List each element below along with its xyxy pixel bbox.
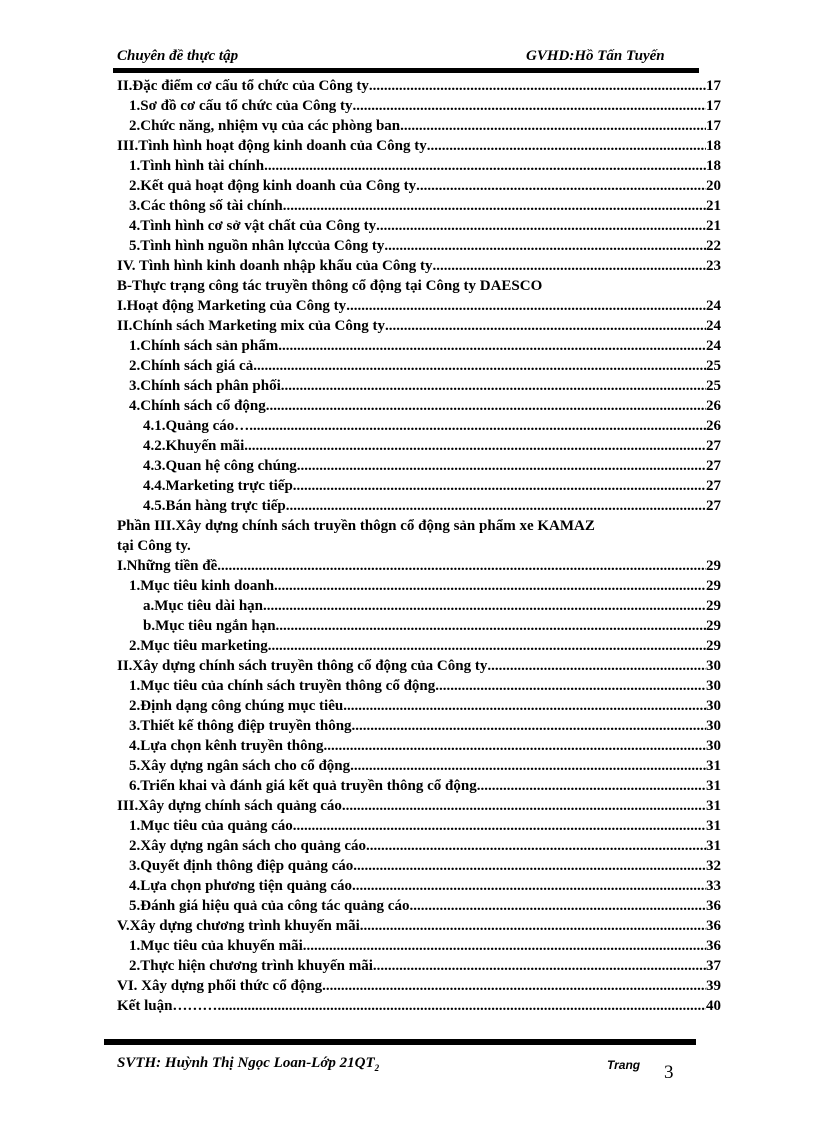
toc-entry: [117, 396, 721, 416]
toc-entry-label: 1.Chính sách sản phẩm: [129, 338, 279, 354]
toc-entry-leader: [435, 676, 706, 696]
toc-entry-page: 30: [706, 698, 721, 714]
toc-entry-page: 17: [706, 98, 721, 114]
toc-entry: [117, 536, 721, 556]
toc-entry-page: 31: [706, 818, 721, 834]
toc-entry-label: IV. Tình hình kinh doanh nhập khẩu của Công ty: [117, 258, 433, 274]
toc-entry-page: 21: [706, 198, 721, 214]
toc-entry: [117, 476, 721, 496]
toc-entry-leader: [274, 576, 706, 596]
toc-entry-leader: [360, 916, 706, 936]
toc-entry-label: 4.Lựa chọn kênh truyền thông: [129, 738, 324, 754]
toc-entry: [117, 576, 721, 596]
toc-entry-page: 27: [706, 458, 721, 474]
toc-entry-page: 37: [706, 958, 721, 974]
toc-entry-page: 39: [706, 978, 721, 994]
toc-entry-label: 2.Chính sách giá cả: [129, 358, 254, 374]
toc-entry: [117, 636, 721, 656]
toc-entry-label: 2.Thực hiện chương trình khuyến mãi: [129, 958, 373, 974]
toc-entry-leader: [352, 716, 706, 736]
toc-entry-label: 1.Mục tiêu của chính sách truyền thông cổ động: [129, 678, 436, 694]
toc-entry: [117, 896, 721, 916]
toc-entry-page: 18: [706, 138, 721, 154]
toc-entry-label: 3.Quyết định thông điệp quảng cáo: [129, 858, 354, 874]
toc-entry: [117, 916, 721, 936]
toc-entry-page: 24: [706, 318, 721, 334]
toc-entry: [117, 616, 721, 636]
toc-entry-leader: [385, 316, 706, 336]
toc-entry-label: 4.Chính sách cổ động: [129, 398, 266, 414]
toc-entry-label: a.Mục tiêu dài hạn: [143, 598, 264, 614]
toc-entry-label: 2.Định dạng công chúng mục tiêu: [129, 698, 344, 714]
toc-entry-page: 24: [706, 298, 721, 314]
toc-entry: [117, 876, 721, 896]
toc-entry: [117, 356, 721, 376]
toc-entry-label: 1.Tình hình tài chính: [129, 158, 265, 174]
toc-entry: [117, 116, 721, 136]
toc-entry-page: 36: [706, 898, 721, 914]
toc-entry: [117, 556, 721, 576]
toc-entry-leader: [384, 236, 706, 256]
toc-entry: [117, 816, 721, 836]
toc-entry-leader: [278, 336, 706, 356]
toc-entry-leader: [376, 216, 706, 236]
toc-entry-label: III.Xây dựng chính sách quảng cáo: [117, 798, 342, 814]
toc-entry-label: II.Đặc điểm cơ cấu tổ chức của Công ty: [117, 78, 369, 94]
toc-entry-page: 29: [706, 598, 721, 614]
toc-entry: [117, 496, 721, 516]
toc-entry-page: 21: [706, 218, 721, 234]
toc-entry: [117, 416, 721, 436]
toc-entry: [117, 216, 721, 236]
toc-entry-leader: [350, 756, 706, 776]
toc-entry: [117, 656, 721, 676]
toc-entry-page: 32: [706, 858, 721, 874]
toc-entry-label: I.Hoạt động Marketing của Công ty: [117, 298, 347, 314]
toc-entry: [117, 296, 721, 316]
toc-entry-label: II.Xây dựng chính sách truyền thông cổ động của Công ty: [117, 658, 488, 674]
toc-entry-leader: [323, 736, 706, 756]
header-rule: [113, 68, 699, 73]
toc-entry-leader: [369, 76, 706, 96]
toc-entry-label: 4.Lựa chọn phương tiện quảng cáo: [129, 878, 353, 894]
toc-entry-page: 36: [706, 938, 721, 954]
toc-entry-page: 22: [706, 238, 721, 254]
toc-entry: [117, 196, 721, 216]
toc-entry: [117, 436, 721, 456]
toc-entry-label: 4.3.Quan hệ công chúng: [143, 458, 297, 474]
toc-entry-leader: [264, 156, 706, 176]
toc-entry-page: 29: [706, 618, 721, 634]
toc-entry-label: 5.Tình hình nguồn nhân lựccủa Công ty: [129, 238, 385, 254]
toc-entry: [117, 596, 721, 616]
toc-entry: [117, 736, 721, 756]
toc-entry-page: 26: [706, 418, 721, 434]
toc-entry-page: 27: [706, 498, 721, 514]
toc-entry-page: 18: [706, 158, 721, 174]
table-of-contents: [117, 76, 721, 1016]
toc-entry: [117, 376, 721, 396]
toc-entry: [117, 316, 721, 336]
toc-entry-page: 33: [706, 878, 721, 894]
toc-entry-leader: [303, 936, 706, 956]
toc-entry: [117, 856, 721, 876]
toc-entry-label: 4.Tình hình cơ sở vật chất của Công ty: [129, 218, 377, 234]
toc-entry-page: 27: [706, 478, 721, 494]
footer-rule: [104, 1039, 696, 1045]
toc-entry-leader: [366, 836, 706, 856]
toc-entry-label: 2.Mục tiêu marketing: [129, 638, 268, 654]
toc-entry: [117, 776, 721, 796]
footer-student-text: SVTH: Huỳnh Thị Ngọc Loan-Lớp 21QT: [117, 1055, 375, 1071]
toc-entry-leader: [281, 376, 706, 396]
toc-entry-leader: [253, 356, 706, 376]
toc-entry-label: I.Những tiền đề: [117, 558, 218, 574]
toc-entry-page: 29: [706, 578, 721, 594]
toc-entry-page: 30: [706, 658, 721, 674]
toc-entry: [117, 676, 721, 696]
toc-entry-leader: [268, 636, 706, 656]
toc-entry-label: 4.4.Marketing trực tiếp: [143, 478, 293, 494]
header-title: Chuyên đề thực tập: [117, 48, 239, 64]
toc-entry-leader: [266, 396, 706, 416]
toc-entry-leader: [477, 776, 706, 796]
toc-entry-label: VI. Xây dựng phối thức cổ động: [117, 978, 323, 994]
toc-entry-page: 31: [706, 778, 721, 794]
toc-entry-page: 30: [706, 738, 721, 754]
toc-entry: [117, 996, 721, 1016]
toc-entry-page: 26: [706, 398, 721, 414]
toc-entry-page: 29: [706, 558, 721, 574]
toc-entry-label: 5.Xây dựng ngân sách cho cổ động: [129, 758, 351, 774]
toc-entry: [117, 276, 721, 296]
toc-entry-leader: [263, 596, 706, 616]
toc-entry-label: 4.2.Khuyến mãi.: [143, 438, 249, 454]
toc-entry-leader: [427, 136, 706, 156]
toc-entry: [117, 516, 721, 536]
toc-entry-label: 3.Chính sách phân phối: [129, 378, 281, 394]
footer-trang-label: Trang: [607, 1058, 641, 1072]
toc-entry-page: 25: [706, 358, 721, 374]
toc-entry: [117, 76, 721, 96]
toc-entry-page: 23: [706, 258, 721, 274]
toc-entry-label: 2.Chức năng, nhiệm vụ của các phòng ban: [129, 118, 401, 134]
toc-entry-leader: [297, 456, 706, 476]
toc-entry-leader: [353, 96, 706, 116]
toc-entry-label: 5.Đánh giá hiệu quả của công tác quảng cáo: [129, 898, 410, 914]
toc-entry-leader: [248, 436, 706, 456]
toc-entry-leader: [373, 956, 706, 976]
toc-entry-page: 31: [706, 758, 721, 774]
toc-entry-page: 17: [706, 118, 721, 134]
toc-entry-label: 6.Triển khai và đánh giá kết quả truyền thông cổ động: [129, 778, 477, 794]
toc-entry-label: 4.5.Bán hàng trực tiếp: [143, 498, 286, 514]
toc-entry-label: Kết luận………: [117, 998, 218, 1014]
toc-entry-label: II.Chính sách Marketing mix của Công ty: [117, 318, 385, 334]
toc-entry-label: B-Thực trạng công tác truyền thông cổ động tại Công ty DAESCO: [117, 278, 543, 294]
footer-student-sub: 2: [374, 1063, 380, 1073]
toc-entry-page: 30: [706, 718, 721, 734]
footer-student: [117, 1055, 379, 1073]
toc-entry-leader: [416, 176, 706, 196]
toc-entry: [117, 756, 721, 776]
toc-entry-leader: [293, 476, 706, 496]
toc-entry: [117, 236, 721, 256]
toc-entry-leader: [343, 696, 706, 716]
toc-entry: [117, 136, 721, 156]
toc-entry: [117, 836, 721, 856]
header-advisor: GVHD:Hồ Tấn Tuyến: [526, 48, 665, 64]
toc-entry-label: V.Xây dựng chương trình khuyến mãi: [117, 918, 360, 934]
toc-entry-page: 27: [706, 438, 721, 454]
toc-entry-label: b.Mục tiêu ngắn hạn: [143, 618, 276, 634]
toc-entry: [117, 796, 721, 816]
toc-entry: [117, 96, 721, 116]
toc-entry-label: 1.Mục tiêu kinh doanh: [129, 578, 275, 594]
toc-entry-leader: [342, 796, 706, 816]
toc-entry-leader: [217, 556, 706, 576]
toc-entry: [117, 936, 721, 956]
toc-entry-label: 1.Mục tiêu của quảng cáo: [129, 818, 293, 834]
toc-entry-leader: [322, 976, 706, 996]
toc-entry-page: 36: [706, 918, 721, 934]
toc-entry-leader: [409, 896, 706, 916]
toc-entry-label: 1.Mục tiêu của khuyến mãi: [129, 938, 303, 954]
toc-entry-label: Phần III.Xây dựng chính sách truyền thôgn cổ động sản phẩm xe KAMAZ: [117, 518, 595, 534]
toc-entry-leader: [293, 816, 706, 836]
toc-entry-label: 3.Thiết kế thông điệp truyền thông: [129, 718, 352, 734]
toc-entry-page: 40: [706, 998, 721, 1014]
toc-entry-leader: [352, 876, 706, 896]
toc-entry-page: 25: [706, 378, 721, 394]
toc-entry: [117, 456, 721, 476]
toc-entry: [117, 696, 721, 716]
toc-entry: [117, 976, 721, 996]
toc-entry: [117, 336, 721, 356]
toc-entry-leader: [487, 656, 706, 676]
toc-entry-leader: [249, 416, 706, 436]
toc-entry: [117, 176, 721, 196]
toc-entry-leader: [400, 116, 706, 136]
toc-entry: [117, 256, 721, 276]
toc-entry-leader: [346, 296, 706, 316]
toc-entry-leader: [217, 996, 706, 1016]
toc-entry: [117, 716, 721, 736]
toc-entry-page: 31: [706, 838, 721, 854]
toc-entry-leader: [286, 496, 706, 516]
toc-entry-label: tại Công ty.: [117, 538, 191, 554]
toc-entry-label: III.Tình hình hoạt động kinh doanh của Công ty: [117, 138, 427, 154]
toc-entry-label: 2.Xây dựng ngân sách cho quảng cáo: [129, 838, 366, 854]
toc-entry-page: 31: [706, 798, 721, 814]
toc-entry-label: 2.Kết quả hoạt động kinh doanh của Công ty: [129, 178, 417, 194]
toc-entry-label: 3.Các thông số tài chính: [129, 198, 283, 214]
toc-entry-leader: [353, 856, 706, 876]
toc-entry-page: 30: [706, 678, 721, 694]
toc-entry-page: 17: [706, 78, 721, 94]
toc-entry: [117, 956, 721, 976]
toc-entry-leader: [276, 616, 706, 636]
toc-entry-page: 24: [706, 338, 721, 354]
toc-entry-page: 20: [706, 178, 721, 194]
toc-entry: [117, 156, 721, 176]
toc-entry-label: 4.1.Quảng cáo…: [143, 418, 250, 434]
toc-entry-page: 29: [706, 638, 721, 654]
toc-entry-leader: [283, 196, 706, 216]
page-number: 3: [664, 1062, 674, 1083]
toc-entry-leader: [432, 256, 706, 276]
toc-entry-label: 1.Sơ đồ cơ cấu tổ chức của Công ty: [129, 98, 353, 114]
